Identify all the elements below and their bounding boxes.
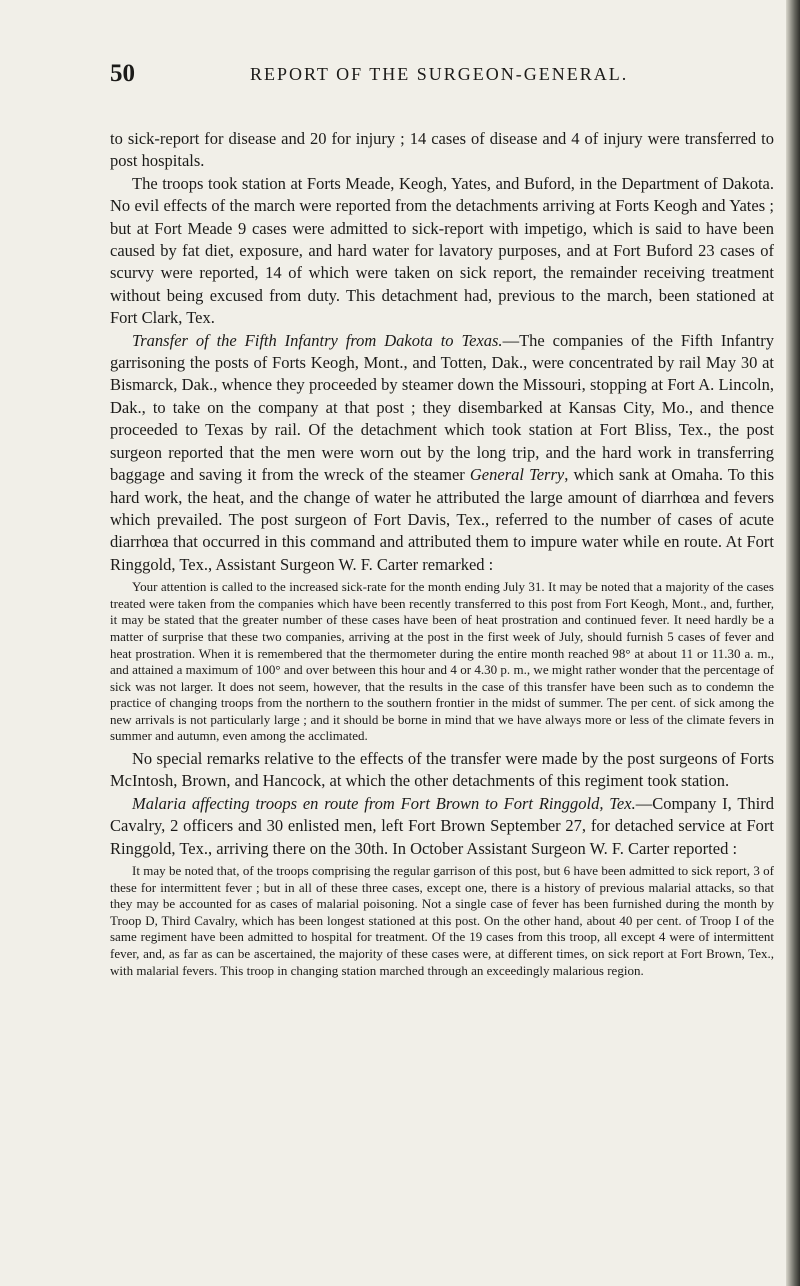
steamer-name: General Terry	[469, 465, 565, 485]
quoted-report-carter-2: It may be noted that, of the troops comprising the regular garrison of this post, but 6 have been admitted to sick report, 3 of these for intermittent fever ; but in all of these three cases, except one, there is a history of previous malarial attacks, so that they may be accounted for as cases of malarial poisoning. Not a single case of fever has been furnished during the month by Troop D, Third Cavalry, which has been longest stationed at this post. On the other hand, about 40 per cent. of Troop I of the same regiment have been admitted to hospital for treatment. Of the 19 cases from this troop, all except 4 were of intermittent fever, and, as far as can be ascertained, the majority of these cases were, at different times, on sick report at Fort Brown, Tex., with malarial fevers. This troop in changing station marched through an exceedingly malarious region.	[110, 863, 774, 978]
paragraph-northern-stations: The troops took station at Forts Meade, Keogh, Yates, and Buford, in the Department of Dakota. No evil effects of the march were reported from the detachments arriving at Forts Keogh and Yates ; but at Fort Meade 9 cases were admitted to sick-report with impetigo, which is said to have been caused by fat diet, exposure, and hard water for lavatory purposes, and at Fort Buford 23 cases of scurvy were reported, 14 of which were taken on sick report, the remainder receiving treatment without being excused from duty. This detachment had, previous to the march, been stationed at Fort Clark, Tex.	[110, 173, 774, 328]
paragraph-continuation: to sick-report for disease and 20 for injury ; 14 cases of disease and 4 of injury were transferred to post hospitals.	[110, 129, 774, 171]
paragraph-text-end: , which sank at Omaha. To this hard work, the heat, and the change of water he attributed the large amount of diarrhœa and fevers which prevailed. The post surgeon of Fort Davis, Tex., referred to the number of cases of acute diarrhœa that occurred in this command and attributed them to impure water while en route. At Fort Ringgold, Tex., Assistant Surgeon W. F. Carter remarked :	[110, 465, 774, 574]
section-heading-fifth-infantry: Transfer of the Fifth Infantry from Dakota to Texas.	[132, 330, 503, 350]
page-number: 50	[110, 60, 135, 87]
section-heading-malaria: Malaria affecting troops en route from Fort Brown to Fort Ringgold, Tex.	[132, 793, 636, 813]
book-spine-shadow	[786, 0, 800, 1286]
paragraph-text: —Company I, Third Cavalry, 2 officers and 30 enlisted men, left Fort Brown September 27, for detached service at Fort Ringgold, Tex., arriving there on the 30th. In October Assistant Surgeon W. F. Carter reported :	[110, 793, 774, 858]
paragraph-malaria-en-route	[110, 793, 774, 860]
quoted-report-carter-1: Your attention is called to the increased sick-rate for the month ending July 31. It may be noted that a majority of the cases treated were taken from the companies which have been recently transferred to this post from Fort Keogh, Mont., and, further, it may be stated that the greater number of these cases have been of heat prostration and continued fever. It need hardly be a matter of surprise that these two companies, arriving at the post in the first week of July, should furnish 5 cases of fever and heat prostration. When it is remembered that the thermometer during the entire month reached 98° at about 11 or 11.30 a. m., and attained a maximum of 100° and over between this hour and 4 or 4.30 p. m., we might rather wonder that the percentage of sick was not larger. It does not seem, however, that the results in the case of this transfer have been such as to condemn the practice of changing troops from the northern to the southern frontier in the midst of summer. The per cent. of sick among the new arrivals is not particularly large ; and it should be borne in mind that we have always more or less of the climate fevers in summer and autumn, even among the acclimated.	[110, 579, 774, 744]
paragraph-text: —The companies of the Fifth Infantry garrisoning the posts of Forts Keogh, Mont., and Totten, Dak., were concentrated by rail May 30 at Bismarck, Dak., whence they proceeded by steamer down the Missouri, stopping at Fort A. Lincoln, Dak., to take on the company at that post ; they disembarked at Kansas City, Mo., and thence proceeded to Texas by rail. Of the detachment which took station at Fort Bliss, Tex., the post surgeon reported that the men were worn out by the long trip, and the hard work in transferring baggage and saving it from the wreck of the steamer	[110, 330, 774, 485]
paragraph-fifth-infantry-transfer	[110, 330, 774, 576]
paragraph-no-special-remarks: No special remarks relative to the effects of the transfer were made by the post surgeons of Forts McIntosh, Brown, and Hancock, at which the other detachments of this regiment took station.	[110, 749, 774, 791]
page-header	[110, 60, 770, 90]
running-title: REPORT OF THE SURGEON-GENERAL.	[250, 64, 629, 84]
page-body	[110, 128, 774, 982]
